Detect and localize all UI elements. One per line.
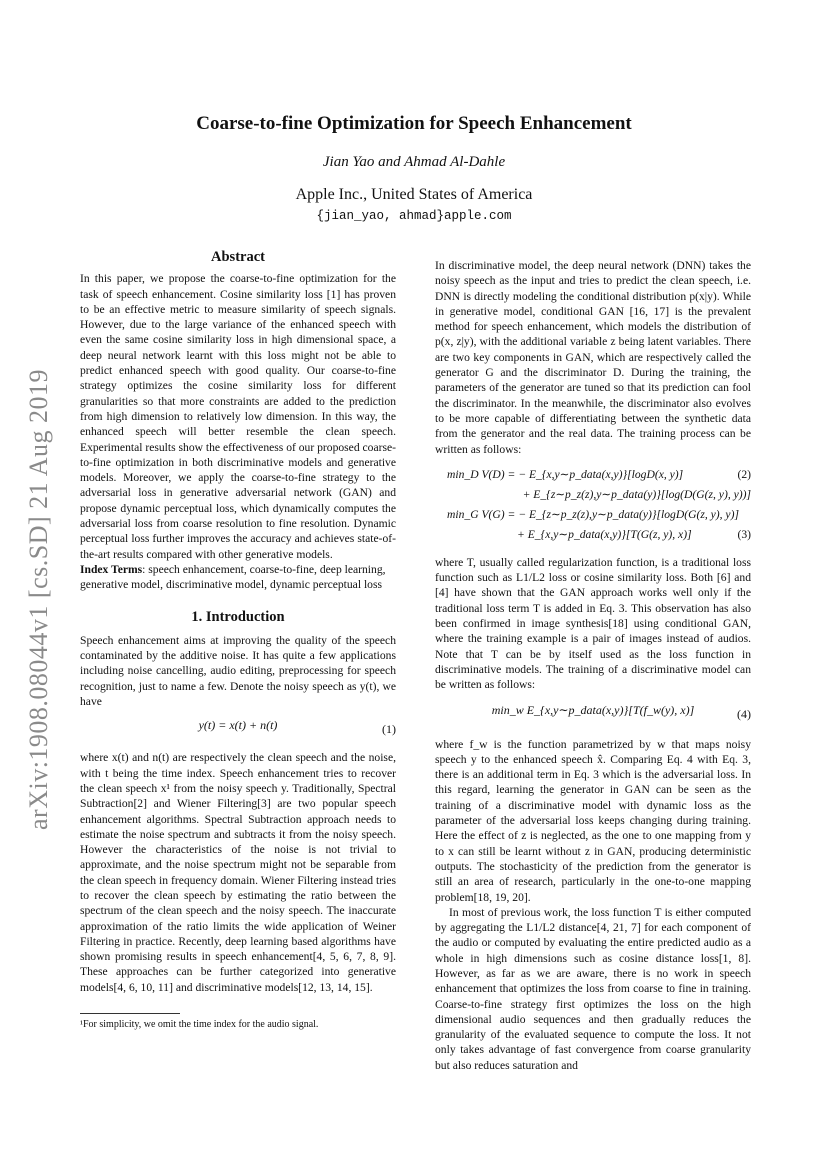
equation-2-number: (2) (737, 467, 751, 481)
equation-2-first: min_D V(D) = − E_{x,y∼p_data(x,y)}[logD(x, y)] (447, 467, 684, 481)
equation-4-body: min_w E_{x,y∼p_data(x,y)}[T(f_w(y), x)] (491, 702, 695, 717)
equation-3-number: (3) (737, 527, 751, 541)
index-terms (80, 562, 396, 593)
intro-paragraph-2: where x(t) and n(t) are respectively the clean speech and the noise, with t being the time index. Speech enhancement tries to recover the clean speech x¹ from the noisy speech y. Traditionally, Spectral Subtraction[2] and Wiener Filtering[3] are two popular speech enhancement algorithms. Spectral Subtraction approach needs to estimate the noise spectrum and subtracts it from the noisy speech. However the characteristics of the noise is not trivial to approximate, and the noise spectrum might not be separable from the clean speech in frequency domain. Wiener Filtering instead tries to recover the clean speech by estimating the ratio between the spectrum of the clean speech and the noisy speech. The inaccurate approximation of the ratio limits the wide application of Weiner Filtering in practice. Recently, deep learning based algorithms have shown promising results in speech enhancement[4, 5, 6, 7, 8, 9]. These approaches can be further categorized into generative models[4, 6, 10, 11] and discriminative models[12, 13, 14, 15]. (80, 751, 396, 994)
right-column (435, 258, 751, 1073)
right-paragraph-2: where T, usually called regularization function, is a traditional loss function such as L1/L2 loss or cosine similarity loss. Both [6] and [4] have shown that the GAN approach works well only if the traditional loss term T is added in Eq. 3. This observation has also been confirmed in image synthesis[18] using conditional GAN, where the training example is a pair of images instead of audios. Note that T can be by itself used as the loss function in discriminative models. The training of a discriminative model can be written as follows: (435, 555, 751, 692)
equation-2-line-2 (435, 487, 751, 507)
arxiv-identifier: arXiv:1908.08044v1 [cs.SD] 21 Aug 2019 (24, 369, 53, 830)
paper-authors: Jian Yao and Ahmad Al-Dahle (322, 154, 506, 170)
abstract-body: In this paper, we propose the coarse-to-fine optimization for the task of speech enhancement. Cosine similarity loss [1] has proven to be an effective metric to measure similarity of speech signals. However, due to the large variance of the enhanced speech with even the same cosine similarity loss in high dimensional space, a deep neural network learnt with this loss might not be able to predict enhanced speech with good quality. Our coarse-to-fine strategy optimizes the cosine similarity loss for different granularities so that more constraints are added to the prediction from high dimension to relatively low dimension. In this way, the enhanced speech will better resemble the clean speech. Experimental results show the effectiveness of our proposed coarse-to-fine optimization in both discriminative models and generative models. Moreover, we apply the coarse-to-fine strategy to the adversarial loss in generative adversarial network (GAN) and propose dynamic perceptual loss, which dynamically computes the adversarial loss from coarse resolution to fine resolution. Dynamic perceptual loss further improves the accuracy and achieves state-of-the-art results compared with other generative models. (80, 272, 396, 561)
equation-4 (435, 703, 751, 727)
footnote: ¹For simplicity, we omit the time index for the audio signal. (80, 1019, 319, 1030)
right-paragraph-4: In most of previous work, the loss function T is either computed by aggregating the L1/L2 distance[4, 21, 7] for each component of the audio or computed by evaluating the entire predicted audio as a whole in high dimensions such as cosine distance loss[1, 8]. However, as far as we are aware, there is no work in speech enhancement that optimizes the loss from coarse to fine in training. Coarse-to-fine strategy first optimizes the loss on the high dimensional audio sequences and then gradually reduces the granularity of the evaluated sequence to compute the loss. It not only takes advantage of fast convergence from coarse granularity but also reduces saturation and (435, 905, 751, 1072)
index-terms-label: Index Terms (80, 562, 143, 576)
paper-affiliation: Apple Inc., United States of America (295, 186, 533, 203)
equation-3-first: min_G V(G) = − E_{z∼p_z(z),y∼p_data(y)}[logD(G(z, y), y)] (447, 507, 739, 521)
right-paragraph-1: In discriminative model, the deep neural network (DNN) takes the noisy speech as the input and tries to predict the clean speech, i.e. DNN is directly modeling the conditional distribution p(x|y). While in generative model, conditional GAN [16, 17] is the prevalent method for speech enhancement, which models the distribution of p(x, z|y), with the additional variable z being latent variables. There are two key components in GAN, which are respectively called the generator G and the discriminator D. During the training, the parameters of the generator are tuned so that its prediction can fool the discriminator. In the meanwhile, the discriminator also evolves to be more capable of differentiating between the synthetic data from the generator and the real data. The training process can be written as follows: (435, 259, 751, 456)
paper-title: Coarse-to-fine Optimization for Speech Enhancement (196, 113, 632, 134)
footnote-rule (80, 1013, 180, 1014)
equation-1-number: (1) (382, 722, 396, 737)
paper-email: {jian_yao, ahmad}apple.com (316, 209, 512, 223)
equation-3-second: + E_{x,y∼p_data(x,y)}[T(G(z, y), x)] (517, 527, 692, 541)
equation-2-line-1 (435, 467, 751, 487)
intro-paragraph-1: Speech enhancement aims at improving the quality of the speech contaminated by the additive noise. It has quite a few applications including noise cancelling, audio editing, preprocessing for speech recognition, just to name a few. Denote the noisy speech as y(t), we have (80, 633, 396, 709)
equation-1-body: y(t) = x(t) + n(t) (198, 718, 278, 733)
abstract-heading: Abstract (211, 249, 265, 265)
equation-1 (80, 718, 396, 742)
equation-3-line-1 (435, 507, 751, 527)
index-terms-text: : speech enhancement, coarse-to-fine, deep learning, generative model, discriminative model, dynamic perceptual loss (80, 562, 386, 592)
equation-2-second: + E_{z∼p_z(z),y∼p_data(y)}[log(D(G(z, y), y))] (522, 487, 751, 501)
intro-heading: 1. Introduction (191, 608, 285, 625)
right-paragraph-3: where f_w is the function parametrized by w that maps noisy speech y to the enhanced speech x̂. Comparing Eq. 4 with Eq. 3, there is an additional term in Eq. 3 which is the adversarial loss. In this regard, learning the generator in GAN can be seen as the training of a discriminative model with dynamic loss as the parameter of the adversarial loss keeps changing during training. Here the effect of z is neglected, as the one to one mapping from y to x can still be learnt without z in GAN, producing deterministic outputs. The stochasticity of the prediction from the generator is still an area of research, particularly in the one-to-one mapping problem[18, 19, 20]. (435, 737, 751, 904)
left-column (80, 250, 396, 995)
equation-4-number: (4) (737, 706, 751, 721)
equation-3-line-2 (435, 527, 751, 547)
